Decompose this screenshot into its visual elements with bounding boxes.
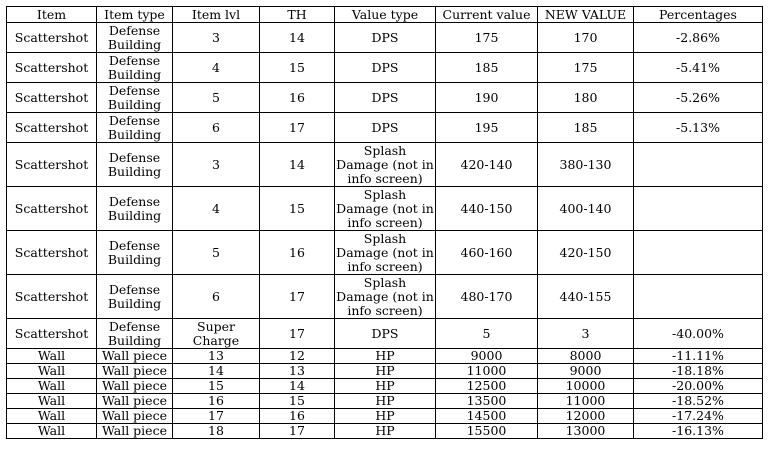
table-row (7, 187, 763, 231)
table-row (7, 394, 763, 409)
cell-item-type: Wall piece (97, 379, 173, 394)
cell-value-type: HP (335, 424, 436, 439)
cell-value-type: DPS (335, 113, 436, 143)
table-row (7, 113, 763, 143)
table-row (7, 83, 763, 113)
cell-item-lvl: 3 (173, 143, 260, 187)
cell-th: 15 (260, 394, 335, 409)
cell-new-value: 185 (538, 113, 634, 143)
cell-percentages (634, 187, 763, 231)
cell-item-type: Wall piece (97, 394, 173, 409)
table-row (7, 53, 763, 83)
cell-item: Scattershot (7, 231, 97, 275)
header-percentages: Percentages (634, 7, 763, 23)
header-current-value: Current value (436, 7, 538, 23)
cell-current-value: 14500 (436, 409, 538, 424)
cell-current-value: 480-170 (436, 275, 538, 319)
cell-th: 17 (260, 319, 335, 349)
cell-value-type: DPS (335, 53, 436, 83)
cell-item: Wall (7, 349, 97, 364)
cell-value-type: HP (335, 409, 436, 424)
cell-item-lvl: 5 (173, 231, 260, 275)
cell-item: Scattershot (7, 187, 97, 231)
cell-item-type: Wall piece (97, 424, 173, 439)
cell-value-type: DPS (335, 319, 436, 349)
cell-item-lvl: Super Charge (173, 319, 260, 349)
cell-item: Scattershot (7, 53, 97, 83)
cell-value-type: Splash Damage (not in info screen) (336, 142, 434, 186)
cell-item: Wall (7, 409, 97, 424)
table-row (7, 379, 763, 394)
table-row (7, 231, 763, 275)
cell-new-value: 11000 (538, 394, 634, 409)
cell-current-value: 15500 (436, 424, 538, 439)
cell-item-type: Wall piece (97, 409, 173, 424)
cell-percentages: -18.52% (634, 394, 763, 409)
cell-th: 15 (260, 187, 335, 231)
table-row (7, 364, 763, 379)
table-row (7, 349, 763, 364)
cell-percentages: -18.18% (634, 364, 763, 379)
cell-th: 14 (260, 143, 335, 187)
cell-th: 14 (260, 379, 335, 394)
cell-item: Scattershot (7, 23, 97, 53)
cell-item: Wall (7, 379, 97, 394)
cell-value-type: HP (335, 349, 436, 364)
cell-item-lvl: 5 (173, 83, 260, 113)
cell-new-value: 420-150 (538, 231, 634, 275)
header-item-type: Item type (97, 7, 173, 23)
cell-percentages (634, 231, 763, 275)
cell-item-type: Defense Building (97, 143, 173, 187)
cell-percentages: -11.11% (634, 349, 763, 364)
cell-current-value: 190 (436, 83, 538, 113)
cell-item-lvl: 14 (173, 364, 260, 379)
cell-current-value: 9000 (436, 349, 538, 364)
cell-th: 13 (260, 364, 335, 379)
cell-current-value: 460-160 (436, 231, 538, 275)
cell-item-type: Defense Building (97, 83, 173, 113)
cell-item-type: Defense Building (97, 187, 173, 231)
cell-item-type: Defense Building (97, 319, 173, 349)
cell-th: 15 (260, 53, 335, 83)
cell-item-type: Defense Building (97, 275, 173, 319)
cell-item: Scattershot (7, 319, 97, 349)
cell-value-type: HP (335, 394, 436, 409)
cell-item-lvl: 17 (173, 409, 260, 424)
cell-percentages: -5.26% (634, 83, 763, 113)
cell-item-lvl: 4 (173, 53, 260, 83)
cell-percentages: -5.41% (634, 53, 763, 83)
cell-new-value: 9000 (538, 364, 634, 379)
cell-value-type: Splash Damage (not in info screen) (336, 186, 434, 230)
cell-th: 17 (260, 275, 335, 319)
table-row (7, 275, 763, 319)
cell-item-type: Defense Building (97, 113, 173, 143)
cell-new-value: 13000 (538, 424, 634, 439)
header-item: Item (7, 7, 97, 23)
cell-th: 17 (260, 113, 335, 143)
cell-value-type: Splash Damage (not in info screen) (336, 230, 434, 274)
cell-new-value: 380-130 (538, 143, 634, 187)
cell-new-value: 8000 (538, 349, 634, 364)
cell-th: 16 (260, 83, 335, 113)
cell-item: Scattershot (7, 113, 97, 143)
cell-percentages: -2.86% (634, 23, 763, 53)
balance-changes-table (6, 6, 763, 439)
cell-current-value: 420-140 (436, 143, 538, 187)
cell-current-value: 13500 (436, 394, 538, 409)
cell-new-value: 400-140 (538, 187, 634, 231)
cell-item: Wall (7, 364, 97, 379)
cell-item-lvl: 4 (173, 187, 260, 231)
cell-current-value: 12500 (436, 379, 538, 394)
table-row (7, 23, 763, 53)
cell-new-value: 180 (538, 83, 634, 113)
cell-new-value: 170 (538, 23, 634, 53)
table-row (7, 143, 763, 187)
header-value-type: Value type (335, 7, 436, 23)
cell-percentages: -17.24% (634, 409, 763, 424)
cell-item-type: Wall piece (97, 364, 173, 379)
cell-percentages: -16.13% (634, 424, 763, 439)
cell-new-value: 175 (538, 53, 634, 83)
table-row (7, 319, 763, 349)
header-th: TH (260, 7, 335, 23)
header-item-lvl: Item lvl (173, 7, 260, 23)
cell-percentages: -40.00% (634, 319, 763, 349)
cell-item-lvl: 6 (173, 113, 260, 143)
table-row (7, 409, 763, 424)
cell-th: 16 (260, 231, 335, 275)
cell-current-value: 11000 (436, 364, 538, 379)
cell-item-lvl: 13 (173, 349, 260, 364)
cell-current-value: 185 (436, 53, 538, 83)
cell-percentages: -5.13% (634, 113, 763, 143)
cell-th: 17 (260, 424, 335, 439)
cell-value-type: Splash Damage (not in info screen) (336, 274, 434, 318)
cell-item-lvl: 16 (173, 394, 260, 409)
cell-current-value: 5 (436, 319, 538, 349)
cell-new-value: 10000 (538, 379, 634, 394)
table-body (7, 23, 763, 439)
table-row (7, 424, 763, 439)
cell-item-lvl: 3 (173, 23, 260, 53)
cell-item: Scattershot (7, 83, 97, 113)
cell-value-type: DPS (335, 23, 436, 53)
cell-value-type: HP (335, 364, 436, 379)
cell-th: 12 (260, 349, 335, 364)
cell-new-value: 12000 (538, 409, 634, 424)
cell-item-lvl: 15 (173, 379, 260, 394)
cell-item: Wall (7, 394, 97, 409)
cell-item-type: Defense Building (97, 23, 173, 53)
cell-current-value: 440-150 (436, 187, 538, 231)
cell-item-type: Defense Building (97, 231, 173, 275)
cell-percentages (634, 143, 763, 187)
cell-item: Scattershot (7, 143, 97, 187)
cell-new-value: 440-155 (538, 275, 634, 319)
cell-percentages (634, 275, 763, 319)
cell-percentages: -20.00% (634, 379, 763, 394)
cell-item-type: Wall piece (97, 349, 173, 364)
cell-item-lvl: 18 (173, 424, 260, 439)
cell-th: 16 (260, 409, 335, 424)
cell-item: Wall (7, 424, 97, 439)
cell-th: 14 (260, 23, 335, 53)
cell-new-value: 3 (538, 319, 634, 349)
cell-value-type: HP (335, 379, 436, 394)
header-row (7, 7, 763, 23)
cell-item-lvl: 6 (173, 275, 260, 319)
cell-current-value: 195 (436, 113, 538, 143)
header-new-value: NEW VALUE (538, 7, 634, 23)
cell-item-type: Defense Building (97, 53, 173, 83)
cell-value-type: DPS (335, 83, 436, 113)
cell-current-value: 175 (436, 23, 538, 53)
cell-item: Scattershot (7, 275, 97, 319)
